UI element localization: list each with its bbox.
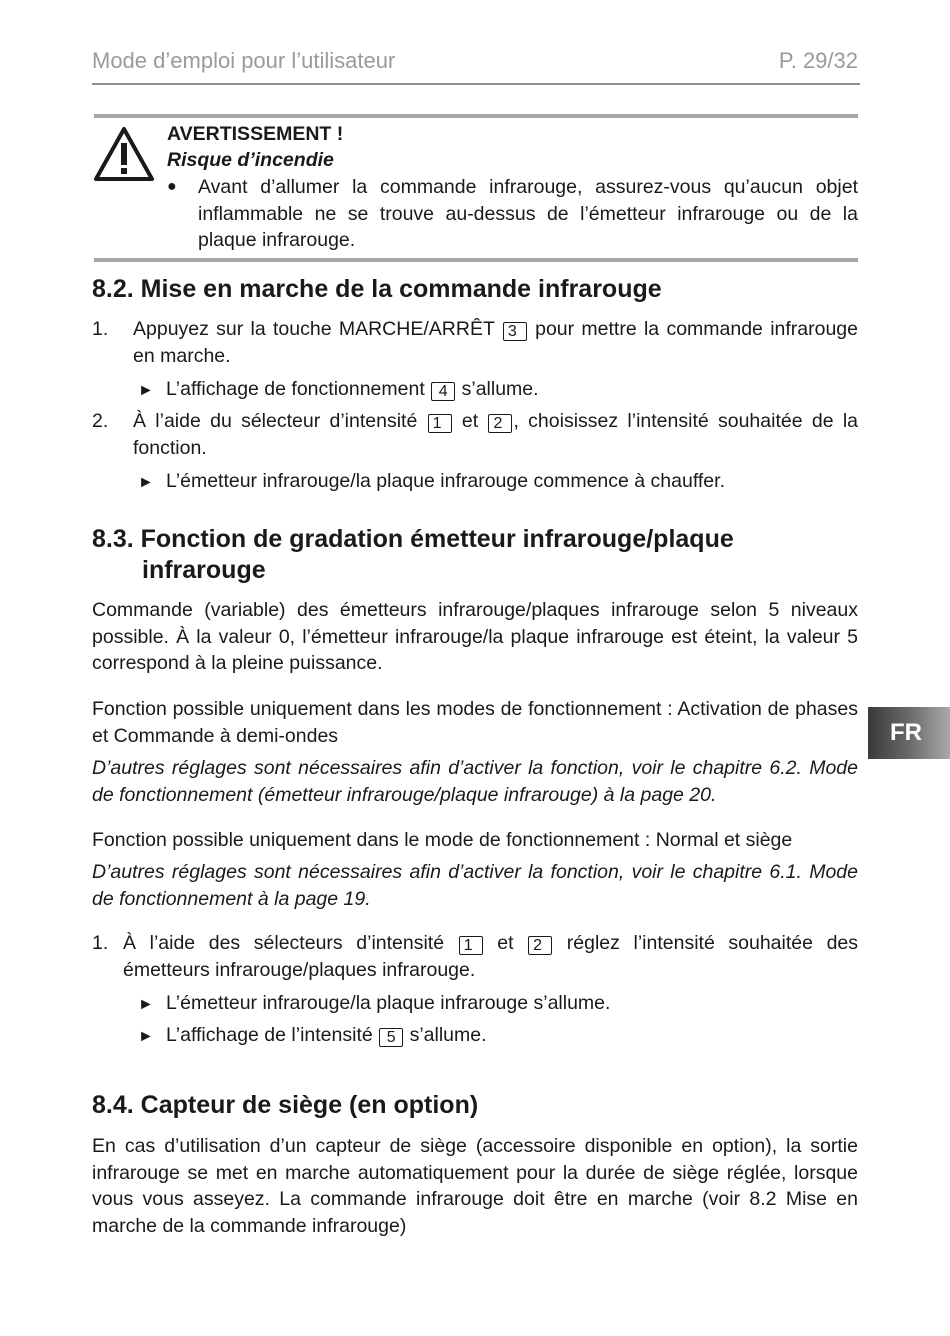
section-heading-8-3: 8.3. Fonction de gradation émetteur infrarouge/plaque infrarouge xyxy=(92,525,734,584)
step-text: À l’aide du sélecteur d’intensité 1 et 2 , choisissez l’intensité souhaitée de la fonction. xyxy=(133,410,859,459)
note-text: D’autres réglages sont nécessaires afin d’activer la fonction, voir le chapitre 6.1. Mode de fonctionnement à la page 19. xyxy=(92,861,858,910)
warning-triangle-icon xyxy=(93,126,155,182)
paragraph: Fonction possible uniquement dans le mode de fonctionnement : Normal et siège xyxy=(92,829,793,851)
result-item: ► L’émetteur infrarouge/la plaque infrarouge commence à chauffer. xyxy=(138,468,725,497)
warning-bullet-icon: ● xyxy=(167,178,177,195)
paragraph: Commande (variable) des émetteurs infrarouge/plaques infrarouge selon 5 niveaux possible. À la valeur 0, l’émetteur infrarouge/la plaque infrarouge est éteint, la valeur 5 correspond à la pleine puissance. xyxy=(92,599,858,674)
arrow-right-icon: ► xyxy=(138,474,154,491)
result-item: ► L’émetteur infrarouge/la plaque infrarouge s’allume. xyxy=(138,990,610,1019)
warning-text: Avant d’allumer la commande infrarouge, assurez-vous qu’aucun objet inflammable ne se trouve au-dessus de l’émetteur infrarouge ou de la plaque infrarouge. xyxy=(198,176,858,251)
warning-title: AVERTISSEMENT ! xyxy=(167,123,344,145)
result-item: ► L’affichage de l’intensité 5 s’allume. xyxy=(138,1022,487,1051)
warning-bottom-rule xyxy=(94,258,858,262)
key-label: 5 xyxy=(379,1028,403,1047)
key-label: 3 xyxy=(503,322,527,341)
section-heading-8-4: 8.4. Capteur de siège (en option) xyxy=(92,1091,479,1119)
key-label: 1 xyxy=(428,414,452,433)
warning-top-rule xyxy=(94,114,858,118)
note-text: D’autres réglages sont nécessaires afin d’activer la fonction, voir le chapitre 6.2. Mode de fonctionnement (émetteur infrarouge/plaque infrarouge) à la page 20. xyxy=(92,757,858,806)
document-title: Mode d’emploi pour l’utilisateur xyxy=(92,48,396,73)
step-number: 2. xyxy=(92,410,109,432)
step-number: 1. xyxy=(92,932,109,954)
arrow-right-icon: ► xyxy=(138,1028,154,1045)
result-item: ► L’affichage de fonctionnement 4 s’allume. xyxy=(138,376,539,405)
step-number: 1. xyxy=(92,318,109,340)
paragraph: Fonction possible uniquement dans les modes de fonctionnement : Activation de phases et Commande à demi-ondes xyxy=(92,698,858,747)
arrow-right-icon: ► xyxy=(138,996,154,1013)
language-tab: FR xyxy=(868,707,950,759)
warning-subtitle: Risque d’incendie xyxy=(167,149,334,171)
header-divider xyxy=(92,83,860,85)
key-label: 2 xyxy=(488,414,512,433)
step-text: Appuyez sur la touche MARCHE/ARRÊT 3 pour mettre la commande infrarouge en marche. xyxy=(133,318,858,367)
arrow-right-icon: ► xyxy=(138,382,154,399)
step-text: À l’aide des sélecteurs d’intensité 1 et 2 réglez l’intensité souhaitée des émetteurs infrarouge/plaques infrarouge. xyxy=(123,932,859,981)
key-label: 4 xyxy=(431,382,455,401)
paragraph: En cas d’utilisation d’un capteur de siège (accessoire disponible en option), la sortie infrarouge se met en marche automatiquement pour la durée de siège réglée, lorsque vous vous asseyez. La commande infrarouge doit être en marche (voir 8.2 Mise en marche de la commande infrarouge) xyxy=(92,1135,858,1237)
key-label: 1 xyxy=(459,936,483,955)
key-label: 2 xyxy=(528,936,552,955)
page-number: P. 29/32 xyxy=(778,48,858,73)
section-heading-8-2: 8.2. Mise en marche de la commande infrarouge xyxy=(92,275,662,303)
